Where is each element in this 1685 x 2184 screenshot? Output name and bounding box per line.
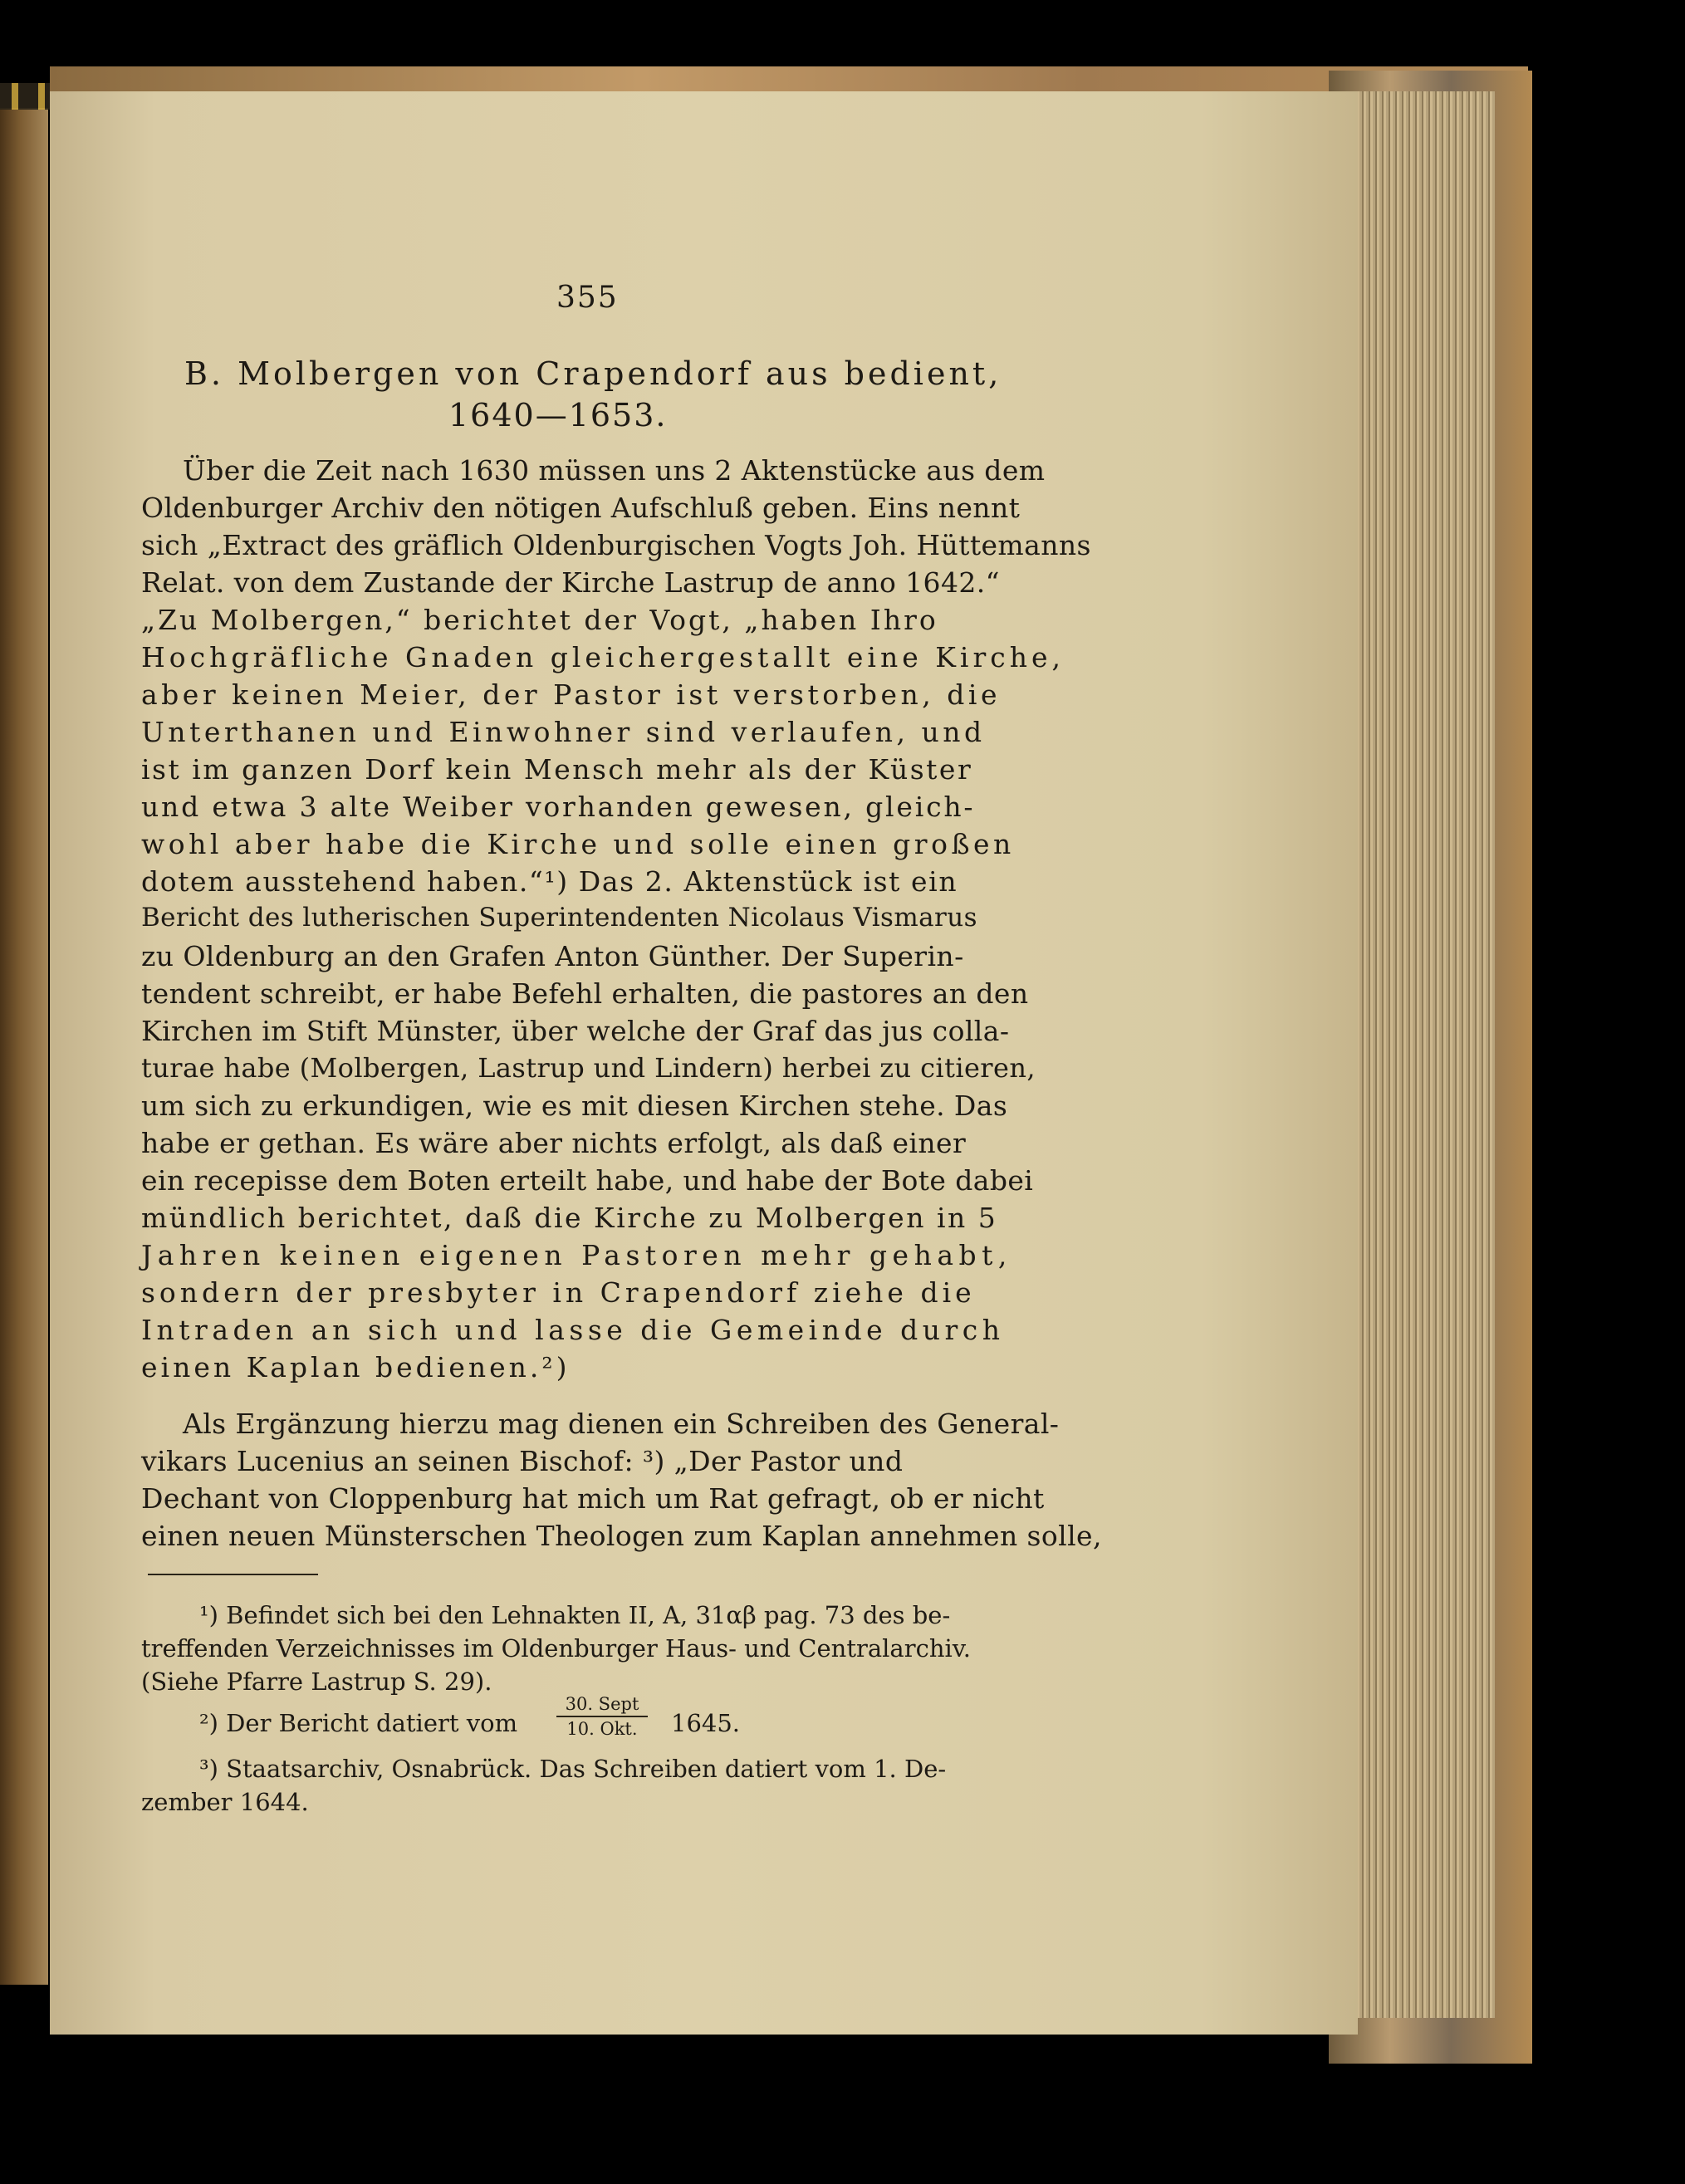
body-line: tendent schreibt, er habe Befehl erhalten, die pastores an den xyxy=(141,977,1029,1010)
body-line: mündlich berichtet, daß die Kirche zu Molbergen in 5 xyxy=(141,1202,998,1234)
footnote-3-line: ³) Staatsarchiv, Osnabrück. Das Schreiben datiert vom 1. De- xyxy=(199,1755,947,1783)
footnote-2-date-fraction xyxy=(556,1694,648,1739)
left-page-edge xyxy=(0,108,48,1985)
footnote-3-line: zember 1644. xyxy=(141,1788,309,1816)
body-line: und etwa 3 alte Weiber vorhanden gewesen, gleich- xyxy=(141,791,976,823)
body-line: Über die Zeit nach 1630 müssen uns 2 Aktenstücke aus dem xyxy=(183,454,1046,487)
body-line: aber keinen Meier, der Pastor ist verstorben, die xyxy=(141,678,1001,711)
footnote-1-line: ¹) Befindet sich bei den Lehnakten II, A, 31αβ pag. 73 des be- xyxy=(199,1601,951,1629)
footnote-divider xyxy=(148,1574,318,1575)
page-number: 355 xyxy=(556,281,619,315)
body-line: Als Ergänzung hierzu mag dienen ein Schreiben des General- xyxy=(183,1408,1060,1440)
body-line: Relat. von dem Zustande der Kirche Lastrup de anno 1642.“ xyxy=(141,566,1000,599)
body-line: Intraden an sich und lasse die Gemeinde durch xyxy=(141,1314,1005,1346)
body-line: Unterthanen und Einwohner sind verlaufen, und xyxy=(141,716,986,748)
body-line: habe er gethan. Es wäre aber nichts erfolgt, als daß einer xyxy=(141,1127,967,1159)
body-line: Kirchen im Stift Münster, über welche der Graf das jus colla- xyxy=(141,1015,1010,1047)
body-line: einen neuen Münsterschen Theologen zum Kaplan annehmen solle, xyxy=(141,1520,1102,1552)
body-line: ein recepisse dem Boten erteilt habe, und habe der Bote dabei xyxy=(141,1164,1034,1197)
body-line: wohl aber habe die Kirche und solle einen großen xyxy=(141,828,1015,860)
footnote-2-prefix: ²) Der Bericht datiert vom xyxy=(199,1709,518,1737)
body-line: Bericht des lutherischen Superintendenten Nicolaus Vismarus xyxy=(141,903,977,933)
body-line: Dechant von Cloppenburg hat mich um Rat gefragt, ob er nicht xyxy=(141,1482,1045,1515)
footnote-2-suffix: 1645. xyxy=(671,1709,741,1737)
body-line: um sich zu erkundigen, wie es mit diesen Kirchen stehe. Das xyxy=(141,1090,1008,1122)
body-line: „Zu Molbergen,“ berichtet der Vogt, „haben Ihro xyxy=(141,604,938,636)
footnote-1-line: treffenden Verzeichnisses im Oldenburger Haus- und Centralarchiv. xyxy=(141,1634,971,1662)
body-line: vikars Lucenius an seinen Bischof: ³) „Der Pastor und xyxy=(141,1445,904,1477)
body-line: sondern der presbyter in Crapendorf ziehe die xyxy=(141,1276,976,1309)
body-line: Oldenburger Archiv den nötigen Aufschluß geben. Eins nennt xyxy=(141,492,1021,524)
section-heading-years: 1640—1653. xyxy=(448,397,668,433)
footnote-1-line: (Siehe Pfarre Lastrup S. 29). xyxy=(141,1667,492,1696)
body-line: einen Kaplan bedienen.²) xyxy=(141,1351,571,1383)
body-line: turae habe (Molbergen, Lastrup und Lindern) herbei zu citieren, xyxy=(141,1052,1036,1084)
body-line: dotem ausstehend haben.“¹) Das 2. Aktenstück ist ein xyxy=(141,865,958,898)
body-line: sich „Extract des gräflich Oldenburgischen Vogts Joh. Hüttemanns xyxy=(141,529,1091,561)
body-line: ist im ganzen Dorf kein Mensch mehr als der Küster xyxy=(141,753,973,786)
body-line: Jahren keinen eigenen Pastoren mehr gehabt, xyxy=(141,1239,1012,1271)
fraction-denominator: 10. Okt. xyxy=(566,1719,638,1739)
section-heading: B. Molbergen von Crapendorf aus bedient, xyxy=(184,355,1002,392)
body-line: Hochgräfliche Gnaden gleichergestallt eine Kirche, xyxy=(141,641,1065,673)
body-line: zu Oldenburg an den Grafen Anton Günther. Der Superin- xyxy=(141,940,964,972)
fraction-numerator: 30. Sept xyxy=(556,1694,648,1717)
